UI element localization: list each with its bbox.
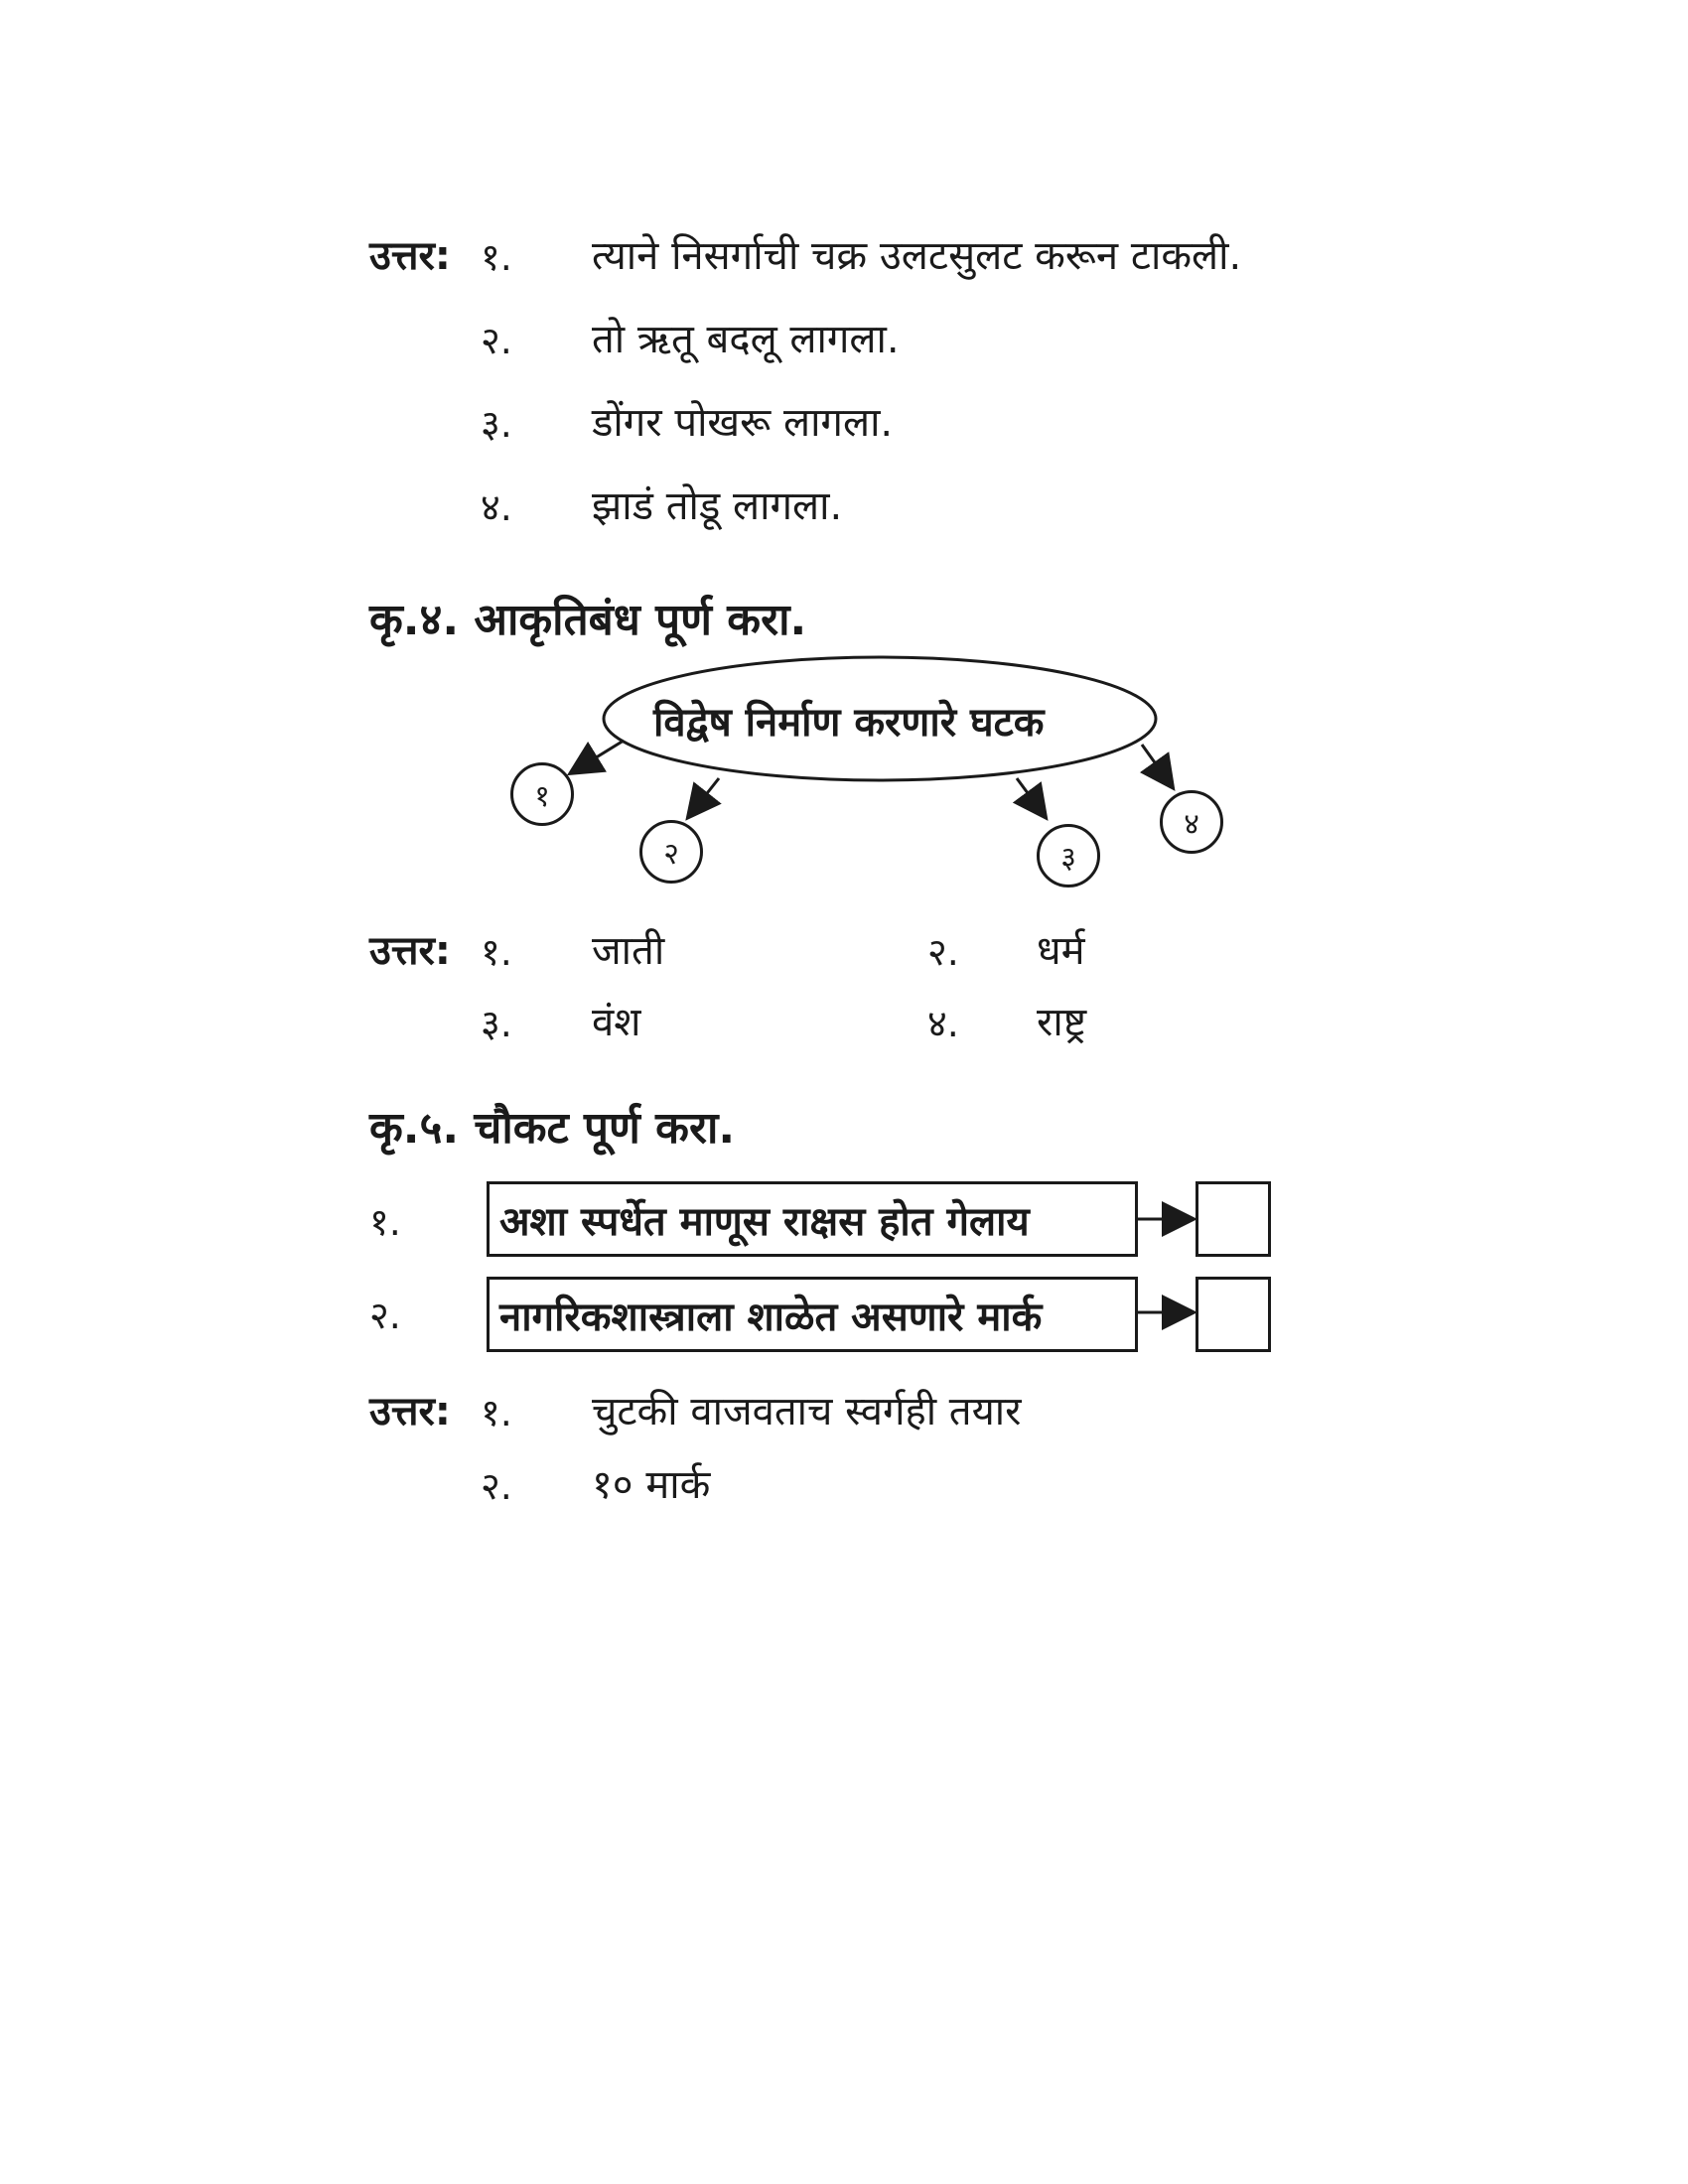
answer-text: जाती [592,928,665,974]
statement-text: अशा स्पर्धेत माणूस राक्षस होत गेलाय [499,1198,1030,1245]
question-heading: कृ.५. चौकट पूर्ण करा. [369,1103,736,1154]
row-number: १. [369,1200,401,1244]
answer-number: १. [481,1391,512,1434]
answer-text: १० मार्क [592,1462,711,1508]
list-item-text: झाडं तोडू लागला. [592,483,843,529]
answer-number: ३. [481,1002,512,1045]
answer-text: चुटकी वाजवताच स्वर्गही तयार [592,1389,1022,1434]
list-item-text: डोंगर पोखरू लागला. [592,400,894,446]
answer-label: उत्तर: [369,233,451,279]
list-item-text: तो ऋतू बदलू लागला. [592,317,900,362]
answer-number: २. [481,1464,512,1508]
list-item-text: त्याने निसर्गाची चक्र उलटसुलट करून टाकली. [592,233,1242,279]
blank-circle-2: २ [639,820,703,884]
answer-number: २. [927,930,959,974]
blank-circle-1: १ [510,762,574,826]
list-item-number: ४. [481,485,512,529]
answer-text: राष्ट्र [1037,1000,1087,1045]
statement-text: नागरिकशास्त्राला शाळेत असणारे मार्क [499,1294,1043,1340]
answer-text: धर्म [1037,928,1085,974]
answer-label: उत्तर: [369,928,451,974]
list-item-number: २. [481,319,512,362]
answer-blank-box-1 [1196,1181,1271,1257]
answer-number: ४. [927,1002,959,1045]
answer-number: १. [481,930,512,974]
blank-circle-4: ४ [1160,790,1223,854]
list-item-number: १. [481,235,512,279]
row-number: २. [369,1294,401,1337]
question-heading: कृ.४. आकृतिबंध पूर्ण करा. [369,595,807,645]
answer-blank-box-2 [1196,1277,1271,1352]
center-label: विद्वेष निर्माण करणारे घटक [653,700,1045,746]
blank-circle-3: ३ [1037,824,1100,887]
answer-text: वंश [592,1000,641,1045]
answer-label: उत्तर: [369,1389,451,1434]
list-item-number: ३. [481,402,512,446]
